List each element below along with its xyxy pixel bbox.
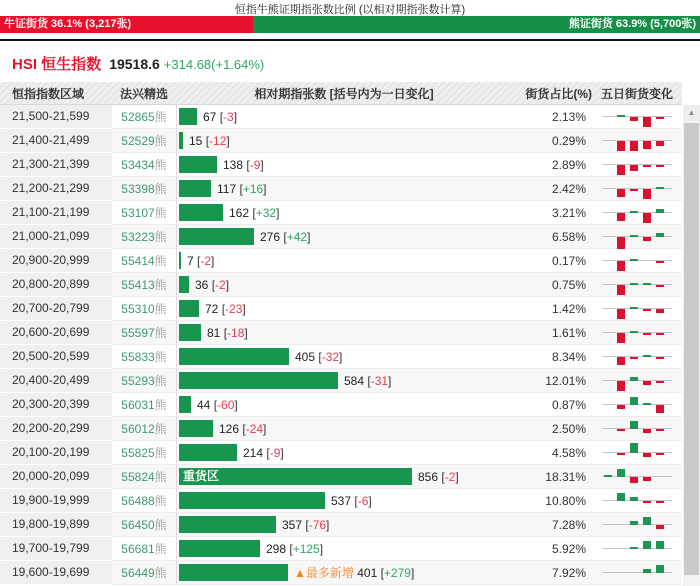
divider bbox=[0, 39, 700, 41]
volume-value: 126 [-24] bbox=[219, 422, 267, 436]
header-five-day: 五日街货变化 bbox=[600, 86, 673, 101]
volume-cell bbox=[176, 393, 512, 417]
volume-value: 117 [+16] bbox=[217, 182, 267, 196]
warrant-code-link[interactable]: 55824熊 bbox=[112, 465, 176, 489]
spark-down-bar bbox=[643, 477, 651, 481]
volume-value: 162 [+32] bbox=[229, 206, 280, 220]
price-range-cell: 20,700-20,799 bbox=[0, 297, 112, 321]
bull-ratio-segment: 牛证街货 36.1% (3,217张) bbox=[0, 16, 253, 33]
page-title: 恒指牛熊证期指张数比例 (以相对期指张数计算) bbox=[234, 4, 466, 16]
volume-cell bbox=[176, 417, 512, 441]
header-volume: 相对期指张数 [括号内为一日变化] bbox=[254, 86, 434, 101]
street-ratio-cell: 2.50% bbox=[512, 417, 592, 441]
volume-value: ▲最多新增 401 [+279] bbox=[294, 566, 415, 580]
volume-cell bbox=[176, 345, 512, 369]
five-day-chart bbox=[602, 561, 672, 585]
spark-down-bar bbox=[643, 141, 651, 149]
index-value: 19518.6 bbox=[109, 56, 160, 72]
price-range-cell: 20,300-20,399 bbox=[0, 393, 112, 417]
spark-down-bar bbox=[617, 381, 625, 391]
volume-bar bbox=[179, 396, 191, 413]
scroll-up-icon[interactable]: ▲ bbox=[683, 105, 700, 121]
table-row[interactable] bbox=[0, 321, 682, 345]
street-ratio-cell: 18.31% bbox=[512, 465, 592, 489]
street-ratio-cell: 10.80% bbox=[512, 489, 592, 513]
price-range-cell: 19,800-19,899 bbox=[0, 513, 112, 537]
street-ratio-cell: 7.92% bbox=[512, 561, 592, 585]
volume-value: 276 [+42] bbox=[260, 230, 311, 244]
five-day-cell bbox=[592, 513, 682, 537]
bull-bear-ratio-bar bbox=[0, 16, 700, 33]
street-ratio-cell: 0.17% bbox=[512, 249, 592, 273]
five-day-chart bbox=[602, 201, 672, 225]
price-range-cell: 20,600-20,699 bbox=[0, 321, 112, 345]
spark-up-bar bbox=[630, 421, 638, 429]
volume-bar bbox=[179, 300, 199, 317]
street-ratio-cell: 7.28% bbox=[512, 513, 592, 537]
spark-down-bar bbox=[617, 165, 625, 175]
bear-ratio-segment: 熊证街货 63.9% (5,700张) bbox=[253, 16, 700, 33]
volume-bar bbox=[179, 492, 325, 509]
five-day-chart bbox=[602, 129, 672, 153]
spark-down-bar bbox=[656, 357, 664, 359]
warrant-code-link[interactable]: 56681熊 bbox=[112, 537, 176, 561]
spark-up-bar bbox=[643, 403, 651, 405]
table-row[interactable] bbox=[0, 177, 682, 201]
five-day-chart bbox=[602, 417, 672, 441]
table-row[interactable] bbox=[0, 225, 682, 249]
volume-cell bbox=[176, 537, 512, 561]
volume-bar bbox=[179, 204, 223, 221]
spark-up-bar bbox=[630, 443, 638, 453]
street-ratio-cell: 3.21% bbox=[512, 201, 592, 225]
price-range-cell: 19,900-19,999 bbox=[0, 489, 112, 513]
most-added-flag: ▲最多新增 bbox=[294, 566, 358, 580]
warrant-code-link[interactable]: 53223熊 bbox=[112, 225, 176, 249]
spark-down-bar bbox=[617, 213, 625, 221]
spark-down-bar bbox=[617, 261, 625, 271]
volume-value: 856 [-2] bbox=[418, 470, 459, 484]
five-day-cell bbox=[592, 393, 682, 417]
spark-up-bar bbox=[656, 541, 664, 549]
five-day-cell bbox=[592, 561, 682, 585]
spark-up-bar bbox=[630, 259, 638, 261]
price-range-cell: 20,200-20,299 bbox=[0, 417, 112, 441]
volume-value: 72 [-23] bbox=[205, 302, 246, 316]
spark-up-bar bbox=[643, 517, 651, 525]
volume-cell bbox=[176, 489, 512, 513]
volume-value: 67 [-3] bbox=[203, 110, 238, 124]
spark-up-bar bbox=[643, 541, 651, 549]
spark-up-bar bbox=[630, 235, 638, 237]
volume-cell bbox=[176, 273, 512, 297]
spark-up-bar bbox=[643, 283, 651, 285]
volume-value: 138 [-9] bbox=[223, 158, 264, 172]
five-day-cell bbox=[592, 489, 682, 513]
spark-down-bar bbox=[617, 333, 625, 343]
warrant-code-link[interactable]: 56488熊 bbox=[112, 489, 176, 513]
five-day-chart bbox=[602, 273, 672, 297]
spark-down-bar bbox=[656, 117, 664, 119]
volume-value: 584 [-31] bbox=[344, 374, 392, 388]
warrant-code-link[interactable]: 52865熊 bbox=[112, 105, 176, 129]
volume-bar bbox=[179, 372, 338, 389]
price-range-cell: 20,000-20,099 bbox=[0, 465, 112, 489]
spark-down-bar bbox=[656, 405, 664, 413]
street-ratio-cell: 1.61% bbox=[512, 321, 592, 345]
spark-down-bar bbox=[656, 285, 664, 287]
spark-up-bar bbox=[656, 187, 664, 189]
street-ratio-cell: 4.58% bbox=[512, 441, 592, 465]
price-range-cell: 20,400-20,499 bbox=[0, 369, 112, 393]
volume-bar bbox=[179, 348, 289, 365]
spark-down-bar bbox=[656, 501, 664, 503]
five-day-chart bbox=[602, 177, 672, 201]
volume-value: 298 [+125] bbox=[266, 542, 324, 556]
volume-value: 7 [-2] bbox=[187, 254, 215, 268]
five-day-chart bbox=[602, 489, 672, 513]
spark-up-bar bbox=[656, 233, 664, 237]
spark-up-bar bbox=[656, 565, 664, 573]
table-row[interactable] bbox=[0, 153, 682, 177]
spark-down-bar bbox=[643, 381, 651, 385]
street-ratio-cell: 8.34% bbox=[512, 345, 592, 369]
volume-cell bbox=[176, 465, 512, 489]
spark-down-bar bbox=[630, 357, 638, 359]
spark-up-bar bbox=[630, 211, 638, 213]
five-day-chart bbox=[602, 225, 672, 249]
warrant-code-link[interactable]: 53398熊 bbox=[112, 177, 176, 201]
five-day-chart bbox=[602, 369, 672, 393]
volume-cell bbox=[176, 249, 512, 273]
warrant-code-link[interactable]: 55310熊 bbox=[112, 297, 176, 321]
volume-bar bbox=[179, 156, 217, 173]
table-body bbox=[0, 105, 682, 585]
volume-value: 405 [-32] bbox=[295, 350, 343, 364]
five-day-cell bbox=[592, 465, 682, 489]
street-ratio-cell: 2.42% bbox=[512, 177, 592, 201]
index-summary bbox=[12, 53, 264, 73]
spark-up-bar bbox=[630, 397, 638, 405]
street-ratio-cell: 12.01% bbox=[512, 369, 592, 393]
volume-bar bbox=[179, 420, 213, 437]
spark-down-bar bbox=[656, 333, 664, 335]
price-range-cell: 21,200-21,299 bbox=[0, 177, 112, 201]
spark-down-bar bbox=[643, 429, 651, 433]
spark-up-bar bbox=[643, 355, 651, 357]
spark-down-bar bbox=[630, 477, 638, 483]
volume-value: 36 [-2] bbox=[195, 278, 230, 292]
table-row[interactable] bbox=[0, 369, 682, 393]
spark-down-bar bbox=[617, 141, 625, 151]
spark-down-bar bbox=[617, 405, 625, 409]
spark-up-bar bbox=[617, 469, 625, 477]
spark-up-bar bbox=[604, 475, 612, 477]
five-day-cell bbox=[592, 201, 682, 225]
spark-down-bar bbox=[656, 381, 664, 383]
five-day-cell bbox=[592, 153, 682, 177]
spark-up-bar bbox=[656, 209, 664, 213]
spark-down-bar bbox=[630, 165, 638, 171]
spark-up-bar bbox=[630, 521, 638, 525]
volume-bar bbox=[179, 516, 276, 533]
five-day-chart bbox=[602, 513, 672, 537]
volume-cell bbox=[176, 153, 512, 177]
heavy-zone-badge: 重货区 bbox=[183, 469, 220, 483]
table-row[interactable] bbox=[0, 273, 682, 297]
five-day-chart bbox=[602, 465, 672, 489]
spark-down-bar bbox=[630, 141, 638, 151]
table-row[interactable] bbox=[0, 201, 682, 225]
header-picks: 法兴精选 bbox=[119, 86, 168, 101]
price-range-cell: 21,400-21,499 bbox=[0, 129, 112, 153]
spark-down-bar bbox=[630, 117, 638, 121]
spark-down-bar bbox=[656, 165, 664, 167]
spark-down-bar bbox=[630, 189, 638, 191]
spark-down-bar bbox=[617, 357, 625, 365]
spark-up-bar bbox=[617, 115, 625, 117]
index-name: HSI 恒生指数 bbox=[12, 56, 102, 73]
spark-down-bar bbox=[656, 429, 664, 431]
five-day-cell bbox=[592, 225, 682, 249]
five-day-cell bbox=[592, 321, 682, 345]
spark-down-bar bbox=[643, 117, 651, 127]
volume-bar bbox=[179, 468, 412, 485]
warrant-code-link[interactable]: 53107熊 bbox=[112, 201, 176, 225]
five-day-chart bbox=[602, 249, 672, 273]
five-day-cell bbox=[592, 273, 682, 297]
warrant-code-link[interactable]: 56012熊 bbox=[112, 417, 176, 441]
volume-value: 537 [-6] bbox=[331, 494, 372, 508]
table-row[interactable] bbox=[0, 393, 682, 417]
volume-bar bbox=[179, 564, 288, 581]
spark-down-bar bbox=[617, 453, 625, 455]
table-row[interactable] bbox=[0, 561, 682, 585]
table-row[interactable] bbox=[0, 489, 682, 513]
spark-down-bar bbox=[656, 453, 664, 455]
street-ratio-cell: 2.13% bbox=[512, 105, 592, 129]
five-day-cell bbox=[592, 297, 682, 321]
five-day-cell bbox=[592, 417, 682, 441]
volume-value: 81 [-18] bbox=[207, 326, 248, 340]
five-day-chart bbox=[602, 153, 672, 177]
spark-down-bar bbox=[656, 141, 664, 146]
five-day-chart bbox=[602, 297, 672, 321]
volume-bar bbox=[179, 228, 254, 245]
spark-up-bar bbox=[617, 493, 625, 501]
spark-down-bar bbox=[656, 309, 664, 313]
warrant-code-link[interactable]: 55825熊 bbox=[112, 441, 176, 465]
spark-down-bar bbox=[656, 525, 664, 529]
five-day-cell bbox=[592, 249, 682, 273]
volume-cell bbox=[176, 369, 512, 393]
volume-value: 44 [-60] bbox=[197, 398, 238, 412]
warrant-code-link[interactable]: 55293熊 bbox=[112, 369, 176, 393]
price-range-cell: 20,500-20,599 bbox=[0, 345, 112, 369]
spark-up-bar bbox=[630, 307, 638, 309]
five-day-cell bbox=[592, 105, 682, 129]
spark-down-bar bbox=[643, 453, 651, 457]
five-day-chart bbox=[602, 393, 672, 417]
price-range-cell: 20,100-20,199 bbox=[0, 441, 112, 465]
street-ratio-cell: 2.89% bbox=[512, 153, 592, 177]
five-day-chart bbox=[602, 321, 672, 345]
price-range-cell: 19,600-19,699 bbox=[0, 561, 112, 585]
table-row[interactable] bbox=[0, 297, 682, 321]
table-row[interactable] bbox=[0, 129, 682, 153]
volume-bar bbox=[179, 540, 260, 557]
table-row[interactable] bbox=[0, 417, 682, 441]
table-row[interactable] bbox=[0, 441, 682, 465]
spark-down-bar bbox=[656, 261, 664, 263]
volume-value: 357 [-76] bbox=[282, 518, 330, 532]
five-day-cell bbox=[592, 537, 682, 561]
five-day-chart bbox=[602, 537, 672, 561]
volume-bar bbox=[179, 324, 201, 341]
spark-up-bar bbox=[630, 283, 638, 285]
volume-cell bbox=[176, 441, 512, 465]
spark-down-bar bbox=[643, 309, 651, 311]
volume-cell bbox=[176, 105, 512, 129]
volume-cell bbox=[176, 321, 512, 345]
warrant-code-link[interactable]: 55414熊 bbox=[112, 249, 176, 273]
price-range-cell: 20,800-20,899 bbox=[0, 273, 112, 297]
street-ratio-cell: 0.87% bbox=[512, 393, 592, 417]
five-day-cell bbox=[592, 369, 682, 393]
five-day-cell bbox=[592, 345, 682, 369]
table-row[interactable] bbox=[0, 105, 682, 129]
street-ratio-cell: 0.29% bbox=[512, 129, 592, 153]
warrant-code-link[interactable]: 56450熊 bbox=[112, 513, 176, 537]
table-row[interactable] bbox=[0, 249, 682, 273]
table-row[interactable] bbox=[0, 537, 682, 561]
spark-down-bar bbox=[643, 189, 651, 199]
warrant-code-link[interactable]: 56449熊 bbox=[112, 561, 176, 585]
price-range-cell: 21,300-21,399 bbox=[0, 153, 112, 177]
street-ratio-cell: 6.58% bbox=[512, 225, 592, 249]
table-row[interactable] bbox=[0, 345, 682, 369]
spark-down-bar bbox=[643, 333, 651, 335]
volume-bar bbox=[179, 252, 181, 269]
spark-up-bar bbox=[630, 547, 638, 549]
volume-cell bbox=[176, 129, 512, 153]
five-day-cell bbox=[592, 441, 682, 465]
table-header bbox=[0, 82, 682, 105]
spark-up-bar bbox=[630, 331, 638, 333]
five-day-cell bbox=[592, 177, 682, 201]
five-day-chart bbox=[602, 105, 672, 129]
price-range-cell: 21,000-21,099 bbox=[0, 225, 112, 249]
street-ratio-cell: 5.92% bbox=[512, 537, 592, 561]
spark-down-bar bbox=[617, 237, 625, 249]
volume-bar bbox=[179, 444, 237, 461]
five-day-chart bbox=[602, 345, 672, 369]
price-range-cell: 19,700-19,799 bbox=[0, 537, 112, 561]
volume-cell bbox=[176, 177, 512, 201]
volume-cell bbox=[176, 561, 512, 585]
warrant-code-link[interactable]: 56031熊 bbox=[112, 393, 176, 417]
street-ratio-cell: 1.42% bbox=[512, 297, 592, 321]
spark-down-bar bbox=[643, 501, 651, 503]
five-day-chart bbox=[602, 441, 672, 465]
volume-bar bbox=[179, 132, 183, 149]
spark-down-bar bbox=[617, 189, 625, 197]
volume-bar bbox=[179, 276, 189, 293]
spark-up-bar bbox=[643, 569, 651, 573]
volume-bar bbox=[179, 180, 211, 197]
table-row[interactable] bbox=[0, 465, 682, 489]
spark-down-bar bbox=[643, 165, 651, 167]
spark-down-bar bbox=[643, 213, 651, 223]
volume-bar bbox=[179, 108, 197, 125]
volume-cell bbox=[176, 513, 512, 537]
header-street-ratio: 街货占比(%) bbox=[525, 86, 592, 101]
index-change: +314.68(+1.64%) bbox=[163, 57, 265, 72]
volume-cell bbox=[176, 225, 512, 249]
price-range-cell: 21,100-21,199 bbox=[0, 201, 112, 225]
spark-up-bar bbox=[630, 497, 638, 501]
spark-down-bar bbox=[617, 429, 625, 431]
price-range-cell: 21,500-21,599 bbox=[0, 105, 112, 129]
warrant-code-link[interactable]: 52529熊 bbox=[112, 129, 176, 153]
warrant-code-link[interactable]: 53434熊 bbox=[112, 153, 176, 177]
table-row[interactable] bbox=[0, 513, 682, 537]
street-ratio-cell: 0.75% bbox=[512, 273, 592, 297]
volume-value: 214 [-9] bbox=[243, 446, 284, 460]
warrant-code-link[interactable]: 55833熊 bbox=[112, 345, 176, 369]
volume-cell bbox=[176, 201, 512, 225]
scrollbar-thumb[interactable] bbox=[684, 123, 699, 575]
spark-down-bar bbox=[617, 309, 625, 319]
price-range-cell: 20,900-20,999 bbox=[0, 249, 112, 273]
five-day-cell bbox=[592, 129, 682, 153]
header-index-range: 恒指指数区域 bbox=[12, 86, 85, 101]
warrant-code-link[interactable]: 55597熊 bbox=[112, 321, 176, 345]
scrollbar[interactable] bbox=[683, 105, 700, 586]
spark-up-bar bbox=[630, 377, 638, 381]
volume-value: 15 [-12] bbox=[189, 134, 230, 148]
volume-cell bbox=[176, 297, 512, 321]
spark-down-bar bbox=[643, 237, 651, 241]
spark-down-bar bbox=[617, 285, 625, 295]
warrant-code-link[interactable]: 55413熊 bbox=[112, 273, 176, 297]
